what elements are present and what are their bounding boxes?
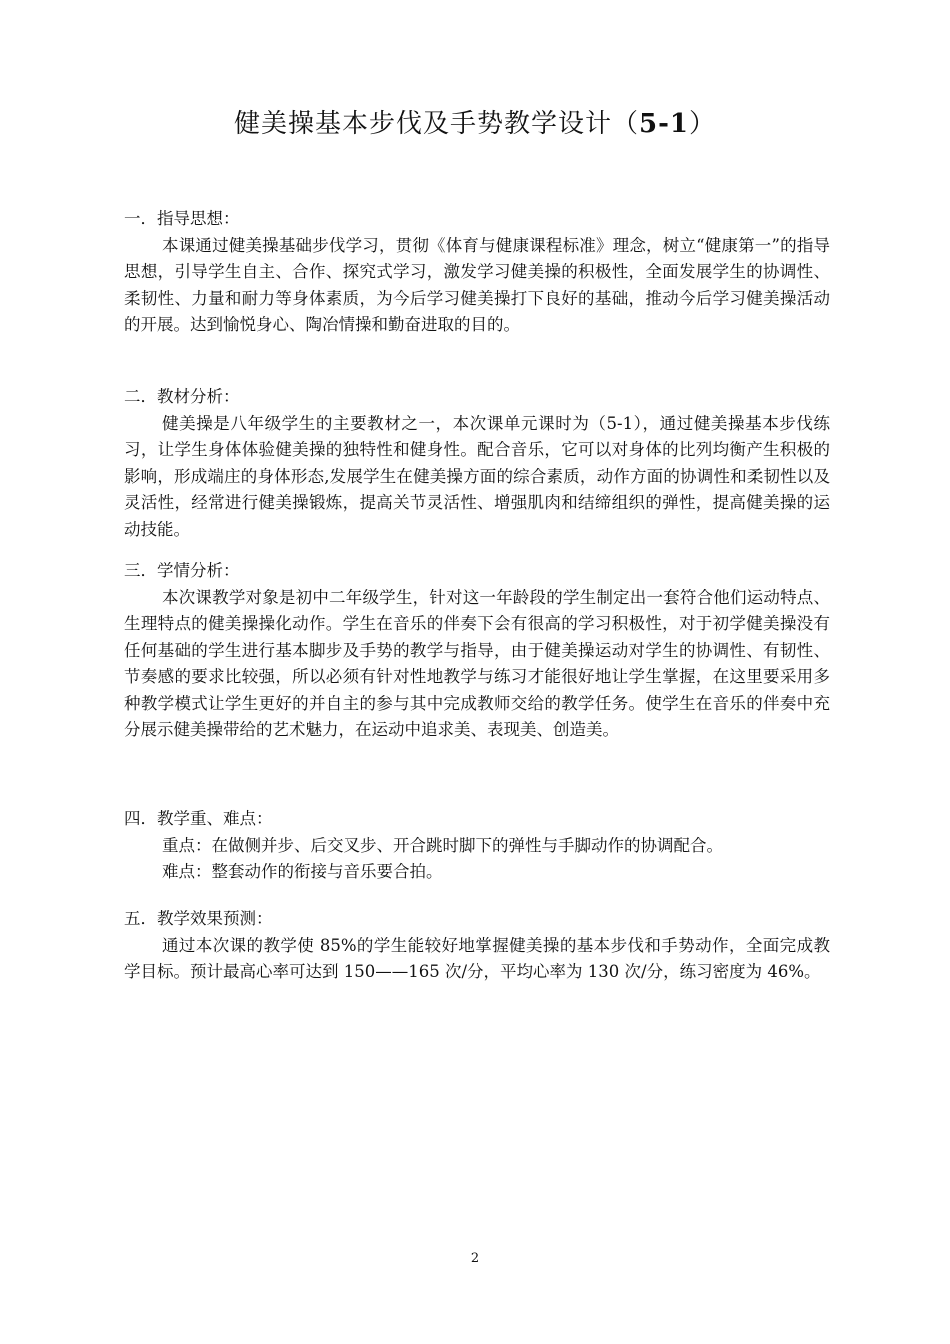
title-text: 健美操基本步伐及手势教学设计（: [233, 109, 639, 139]
section-heading: 一．指导思想：: [124, 209, 240, 228]
section-heading: 二．教材分析：: [124, 387, 240, 406]
title-close-paren: ）: [688, 109, 716, 139]
section-paragraph: 通过本次课的教学使 85%的学生能较好地掌握健美操的基本步伐和手势动作，全面完成教学目标。预计最高心率可达到 150——165 次/分，平均心率为 130 次/分，练习密度为 46%。: [124, 935, 830, 981]
difficult-point-line: 难点：整套动作的衔接与音乐要合拍。: [162, 862, 443, 881]
section-heading: 五．教学效果预测：: [124, 909, 273, 928]
key-point-line: 重点：在做侧并步、后交叉步、开合跳时脚下的弹性与手脚动作的协调配合。: [162, 835, 723, 855]
section-paragraph: 本次课教学对象是初中二年级学生，针对这一年龄段的学生制定出一套符合他们运动特点、生理特点的健美操操化动作。学生在音乐的伴奏下会有很高的学习积极性，对于初学健美操没有任何基础的学生进行基本脚步及手势的教学与指导，由于健美操运动对学生的协调性、有韧性、节奏感的要求比较强，所以必须有针对性地教学与练习才能很好地让学生掌握，在这里要采用多种教学模式让学生更好的并自主的参与其中完成教师交给的教学任务。使学生在音乐的伴奏中充分展示健美操带给的艺术魅力，在运动中追求美、表现美、创造美。: [124, 587, 830, 739]
page-title: [0, 104, 950, 144]
section-paragraph: 本课通过健美操基础步伐学习，贯彻《体育与健康课程标准》理念，树立“健康第一”的指导思想，引导学生自主、合作、探究式学习，激发学习健美操的积极性，全面发展学生的协调性、柔韧性、力量和耐力等身体素质，为今后学习健美操打下良好的基础，推动今后学习健美操活动的开展。达到愉悦身心、陶冶情操和勤奋进取的目的。: [124, 235, 830, 334]
section-guiding-ideology: [124, 206, 830, 339]
title-lesson-code: 5-1: [639, 109, 689, 139]
section-student-analysis: [124, 558, 830, 744]
section-heading: 四．教学重、难点：: [124, 809, 273, 828]
section-material-analysis: [124, 384, 830, 543]
section-paragraph: 健美操是八年级学生的主要教材之一，本次课单元课时为（5-1），通过健美操基本步伐练习，让学生身体体验健美操的独特性和健身性。配合音乐，它可以对身体的比列均衡产生积极的影响，形成端庄的身体形态,发展学生在健美操方面的综合素质，动作方面的协调性和柔韧性以及灵活性，经常进行健美操锻炼，提高关节灵活性、增强肌肉和结缔组织的弹性，提高健美操的运动技能。: [124, 413, 830, 539]
section-heading: 三．学情分析：: [124, 561, 240, 580]
section-key-difficult-points: [124, 806, 830, 886]
section-effect-prediction: [124, 906, 830, 986]
page-number: 2: [470, 1251, 480, 1266]
